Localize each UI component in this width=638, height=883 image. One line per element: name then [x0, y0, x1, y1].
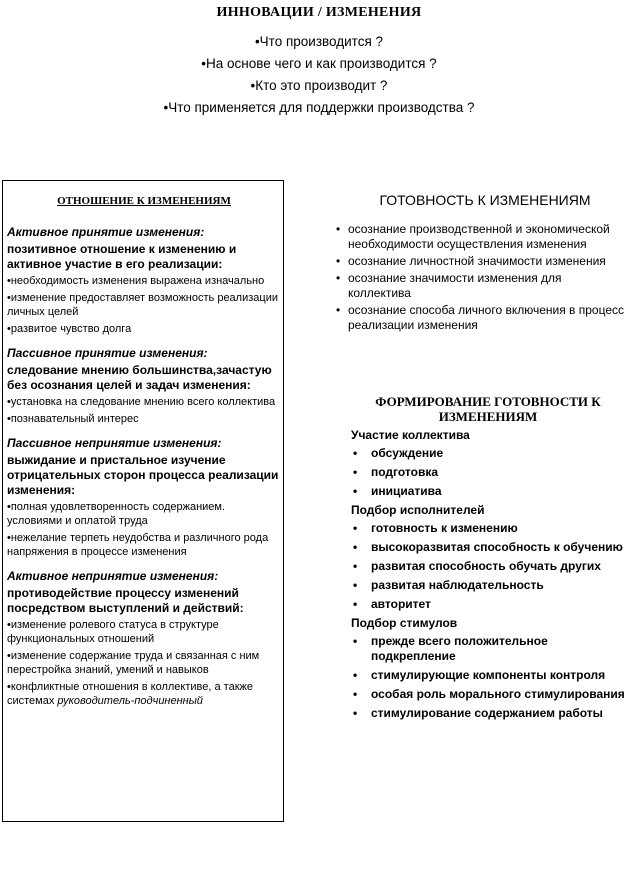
page-title: ИННОВАЦИИ / ИЗМЕНЕНИЯ	[216, 5, 422, 20]
group-item-text: инициатива	[371, 484, 442, 498]
section-item-italic: руководитель-подчиненный	[57, 695, 203, 707]
formation-title: ФОРМИРОВАНИЕ ГОТОВНОСТИ К ИЗМЕНЕНИЯМ	[375, 394, 601, 424]
readiness-item	[336, 254, 626, 269]
question-item: •На основе чего и как производится ?	[201, 56, 437, 71]
group-item-text: готовность к изменению	[371, 521, 518, 535]
bullet: •	[336, 254, 341, 268]
section-subheading: выжидание и пристальное изучение отрицательных сторон процесса реализации изменения:	[7, 453, 279, 497]
readiness-item-text: осознание значимости изменения для коллектива	[348, 271, 562, 300]
bullet: •	[336, 303, 341, 317]
group-item	[351, 687, 631, 702]
readiness-item	[336, 271, 626, 301]
section-item: •изменение предоставляет возможность реализации личных целей	[7, 292, 278, 318]
questions-list	[150, 34, 488, 122]
bullet: •	[353, 465, 358, 479]
section-item: •установка на следование мнению всего коллектива	[7, 396, 276, 408]
readiness-item	[336, 222, 626, 252]
section-item: •изменение содержание труда и связанная с ним перестройка знаний, умений и навыков	[7, 650, 260, 676]
group-item-text: обсуждение	[371, 446, 444, 460]
group-item	[351, 446, 631, 461]
section-item: •полная удовлетворенность содержанием. условиями и оплатой труда	[7, 501, 226, 527]
bullet: •	[336, 271, 341, 285]
bullet: •	[353, 446, 358, 460]
bullet: •	[353, 706, 358, 720]
group-item	[351, 465, 631, 480]
group-item	[351, 634, 631, 664]
section-heading: Пассивное принятие изменения:	[7, 346, 208, 360]
bullet: •	[353, 484, 358, 498]
section-item: •необходимость изменения выражена изначально	[7, 275, 265, 287]
group-item	[351, 559, 631, 574]
group-item	[351, 597, 631, 612]
readiness-item-text: осознание производственной и экономической необходимости осуществления изменения	[348, 222, 610, 251]
group-item	[351, 578, 631, 593]
question-item: •Что производится ?	[254, 34, 384, 49]
section-item: •нежелание терпеть неудобства и различного рода напряжения в процессе изменения	[7, 532, 269, 558]
formation-body	[351, 428, 631, 725]
bullet: •	[353, 597, 358, 611]
section-heading: Активное непринятие изменения:	[7, 569, 219, 583]
group-heading: Подбор исполнителей	[351, 503, 485, 517]
question-item: •Что применяется для поддержки производства ?	[163, 100, 475, 115]
bullet: •	[353, 559, 358, 573]
bullet: •	[353, 687, 358, 701]
attitude-section	[7, 346, 281, 426]
bullet: •	[353, 540, 358, 554]
group-item-text: подготовка	[371, 465, 439, 479]
section-heading: Активное принятие изменения:	[7, 225, 205, 239]
section-item	[7, 680, 281, 708]
group-list	[351, 446, 631, 499]
group-item	[351, 540, 631, 555]
readiness-item-text: осознание личностной значимости изменения	[348, 254, 606, 268]
group-list	[351, 634, 631, 721]
attitude-box	[2, 180, 284, 822]
section-subheading: противодействие процессу изменений посредством выступлений и действий:	[7, 586, 244, 615]
group-item	[351, 706, 631, 721]
attitude-section	[7, 225, 281, 336]
question-item: •Кто это производит ?	[250, 78, 388, 93]
readiness-list	[336, 222, 626, 335]
group-item-text: авторитет	[371, 597, 431, 611]
bullet: •	[353, 521, 358, 535]
group-list	[351, 521, 631, 612]
section-item: •развитое чувство долга	[7, 323, 132, 335]
group-heading: Подбор стимулов	[351, 616, 458, 630]
section-subheading: позитивное отношение к изменению и активное участие в его реализации:	[7, 242, 237, 271]
group-item-text: прежде всего положительное подкрепление	[371, 634, 548, 663]
group-item	[351, 521, 631, 536]
group-heading: Участие коллектива	[351, 428, 470, 442]
section-subheading: следование мнению большинства,зачастую без осознания целей и задач изменения:	[7, 363, 272, 392]
readiness-title: ГОТОВНОСТЬ К ИЗМЕНЕНИЯМ	[379, 192, 591, 208]
readiness-item-text: осознание способа личного включения в процесс реализации изменения	[348, 303, 625, 332]
group-item-text: особая роль морального стимулирования	[371, 687, 625, 701]
group-item	[351, 668, 631, 683]
attitude-section	[7, 569, 281, 708]
readiness-item	[336, 303, 626, 333]
attitude-title: ОТНОШЕНИЕ К ИЗМЕНЕНИЯМ	[57, 195, 231, 207]
group-item-text: стимулирование содержанием работы	[371, 706, 603, 720]
group-item-text: высокоразвитая способность к обучению	[371, 540, 623, 554]
attitude-section	[7, 436, 281, 559]
group-item-text: развитая способность обучать других	[371, 559, 601, 573]
bullet: •	[353, 634, 358, 648]
bullet: •	[353, 668, 358, 682]
group-item	[351, 484, 631, 499]
group-item-text: стимулирующие компоненты контроля	[371, 668, 606, 682]
bullet: •	[336, 222, 341, 236]
section-item: •познавательный интерес	[7, 413, 139, 425]
bullet: •	[353, 578, 358, 592]
section-item-text: •конфликтные отношения в коллективе, а также системах	[7, 681, 253, 707]
group-item-text: развитая наблюдательность	[371, 578, 544, 592]
section-item: •изменение ролевого статуса в структуре функциональных отношений	[7, 619, 219, 645]
section-heading: Пассивное непринятие изменения:	[7, 436, 222, 450]
